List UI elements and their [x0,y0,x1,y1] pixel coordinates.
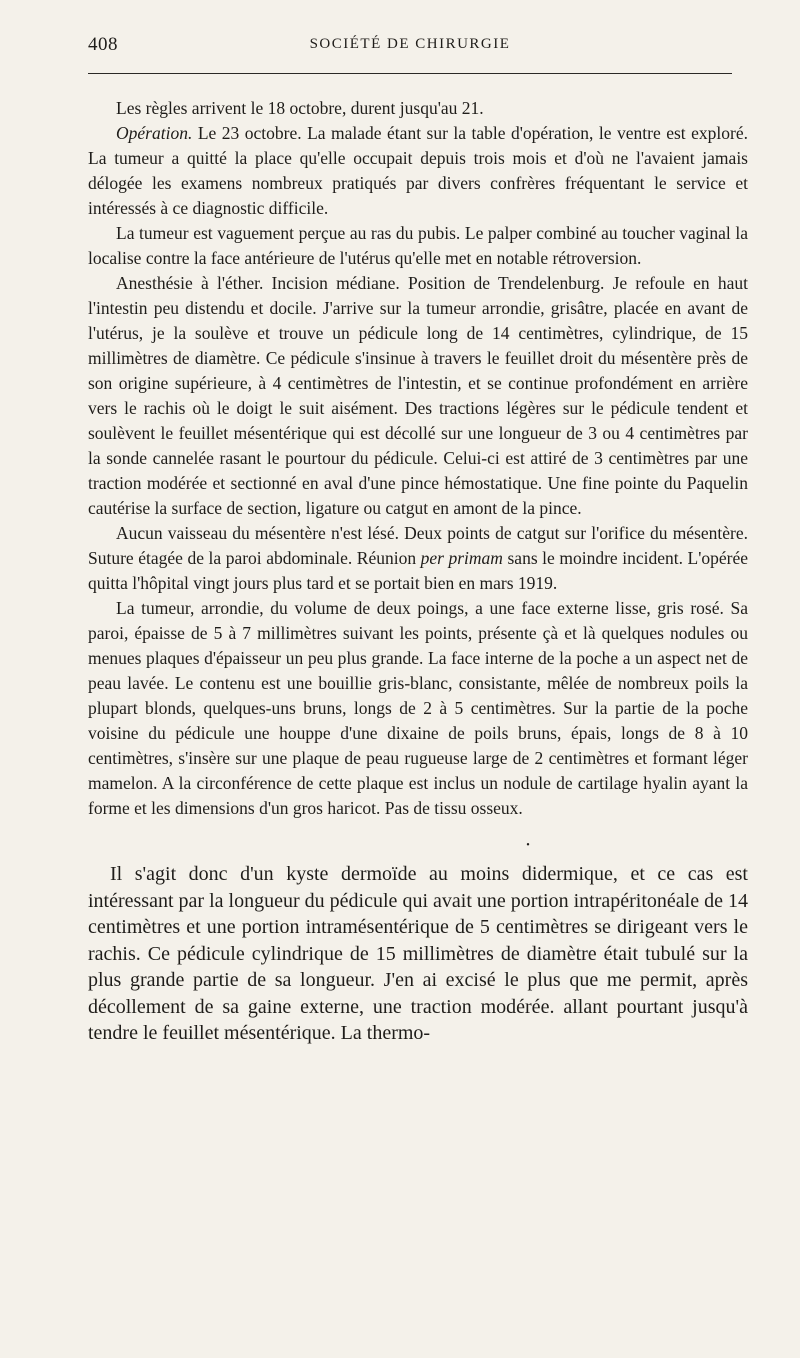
paragraph-commentary: Il s'agit donc d'un kyste dermoïde au moins didermique, et ce cas est intéressant par la longueur du pédicule qui avait une portion intrapéritonéale de 14 centimètres et une portion intramésentérique de 5 centimètres se dirigeant vers le rachis. Ce pédicule cylindrique de 15 millimètres de diamètre était tubulé sur la plus grande partie de sa longueur. J'en ai excisé le plus que me permit, après décollement de sa gaine externe, une traction modérée. allant pourtant jusqu'à tendre le feuillet mésentérique. La thermo- [88,863,748,1044]
operation-heading: Opération. [116,123,193,143]
header-rule [88,73,732,74]
body-text [88,96,748,1047]
running-title: SOCIÉTÉ DE CHIRURGIE [309,36,511,52]
paragraph-palpation: La tumeur est vaguement perçue au ras du pubis. Le palper combiné au toucher vaginal la localise contre la face antérieure de l'utérus qu'elle met en notable rétroversion. [88,223,748,268]
case-report-section [88,96,748,821]
page-header [88,34,732,60]
paragraph-suture [88,521,748,596]
operation-text: Le 23 octobre. La malade étant sur la table d'opération, le ventre est exploré. La tumeur a quitté la place qu'elle occupait depuis trois mois et d'où ne l'avaient jamais délogée les examens nombreux pratiqués par divers confrères fréquentant le service et intéressés à ce diagnostic difficile. [88,123,748,218]
suture-text-end: sans le moindre incident. L'opérée quitta l'hôpital vingt jours plus tard et se portait bien en mars 1919. [88,548,748,593]
paragraph-menses: Les règles arrivent le 18 octobre, durent jusqu'au 21. [116,98,484,118]
per-primam: per primam [420,548,503,568]
suture-text-start: Aucun vaisseau du mésentère n'est lésé. Deux points de catgut sur l'orifice du mésentère. Suture étagée de la paroi abdominale. Réunion [88,523,748,568]
paragraph-tumor-description: La tumeur, arrondie, du volume de deux poings, a une face externe lisse, gris rosé. Sa paroi, épaisse de 5 à 7 millimètres suivant les points, présente çà et là quelques nodules ou menues plaques d'épaisseur un peu plus grande. La face interne de la poche a un aspect net de peau lavée. Le contenu est une bouillie gris-blanc, consistante, mêlée de nombreux poils la plupart blonds, quelques-uns bruns, longs de 2 à 5 centimètres. Sur la partie de la poche voisine du pédicule une houppe d'une dixaine de poils bruns, épais, longs de 8 à 10 centimètres, s'insère sur une plaque de peau rugueuse large de 2 centimètres et formant léger mamelon. A la circonférence de cette plaque est inclus un nodule de cartilage hyalin ayant la forme et les dimensions d'un gros haricot. Pas de tissu osseux. [88,598,748,818]
commentary-section [88,861,748,1047]
paragraph-anesthesia: Anesthésie à l'éther. Incision médiane. Position de Trendelenburg. Je refoule en haut l'intestin peu distendu et docile. J'arrive sur la tumeur arrondie, grisâtre, placée en avant de l'utérus, je la soulève et trouve un pédicule long de 14 centimètres, cylindrique, de 15 millimètres de diamètre. Ce pédicule s'insinue à travers le feuillet droit du mésentère près de son origine supérieure, à 4 centimètres de l'intestin, et se continue profondément en arrière vers le rachis où le doigt le suit aisément. Des tractions légères sur le pédicule tendent et soulèvent le feuillet mésentérique qui est décollé sur une longueur de 3 ou 4 centimètres par la sonde cannelée rasant le pourtour du pédicule. Celui-ci est attiré de 3 centimètres par une traction modérée et sectionné en aval d'une pince hémostatique. Une fine pointe du Paquelin cautérise la surface de section, ligature ou catgut en amont de la pince. [88,273,748,518]
paragraph-operation [88,121,748,221]
page-number: 408 [88,34,118,55]
section-ornament: • [526,840,530,851]
